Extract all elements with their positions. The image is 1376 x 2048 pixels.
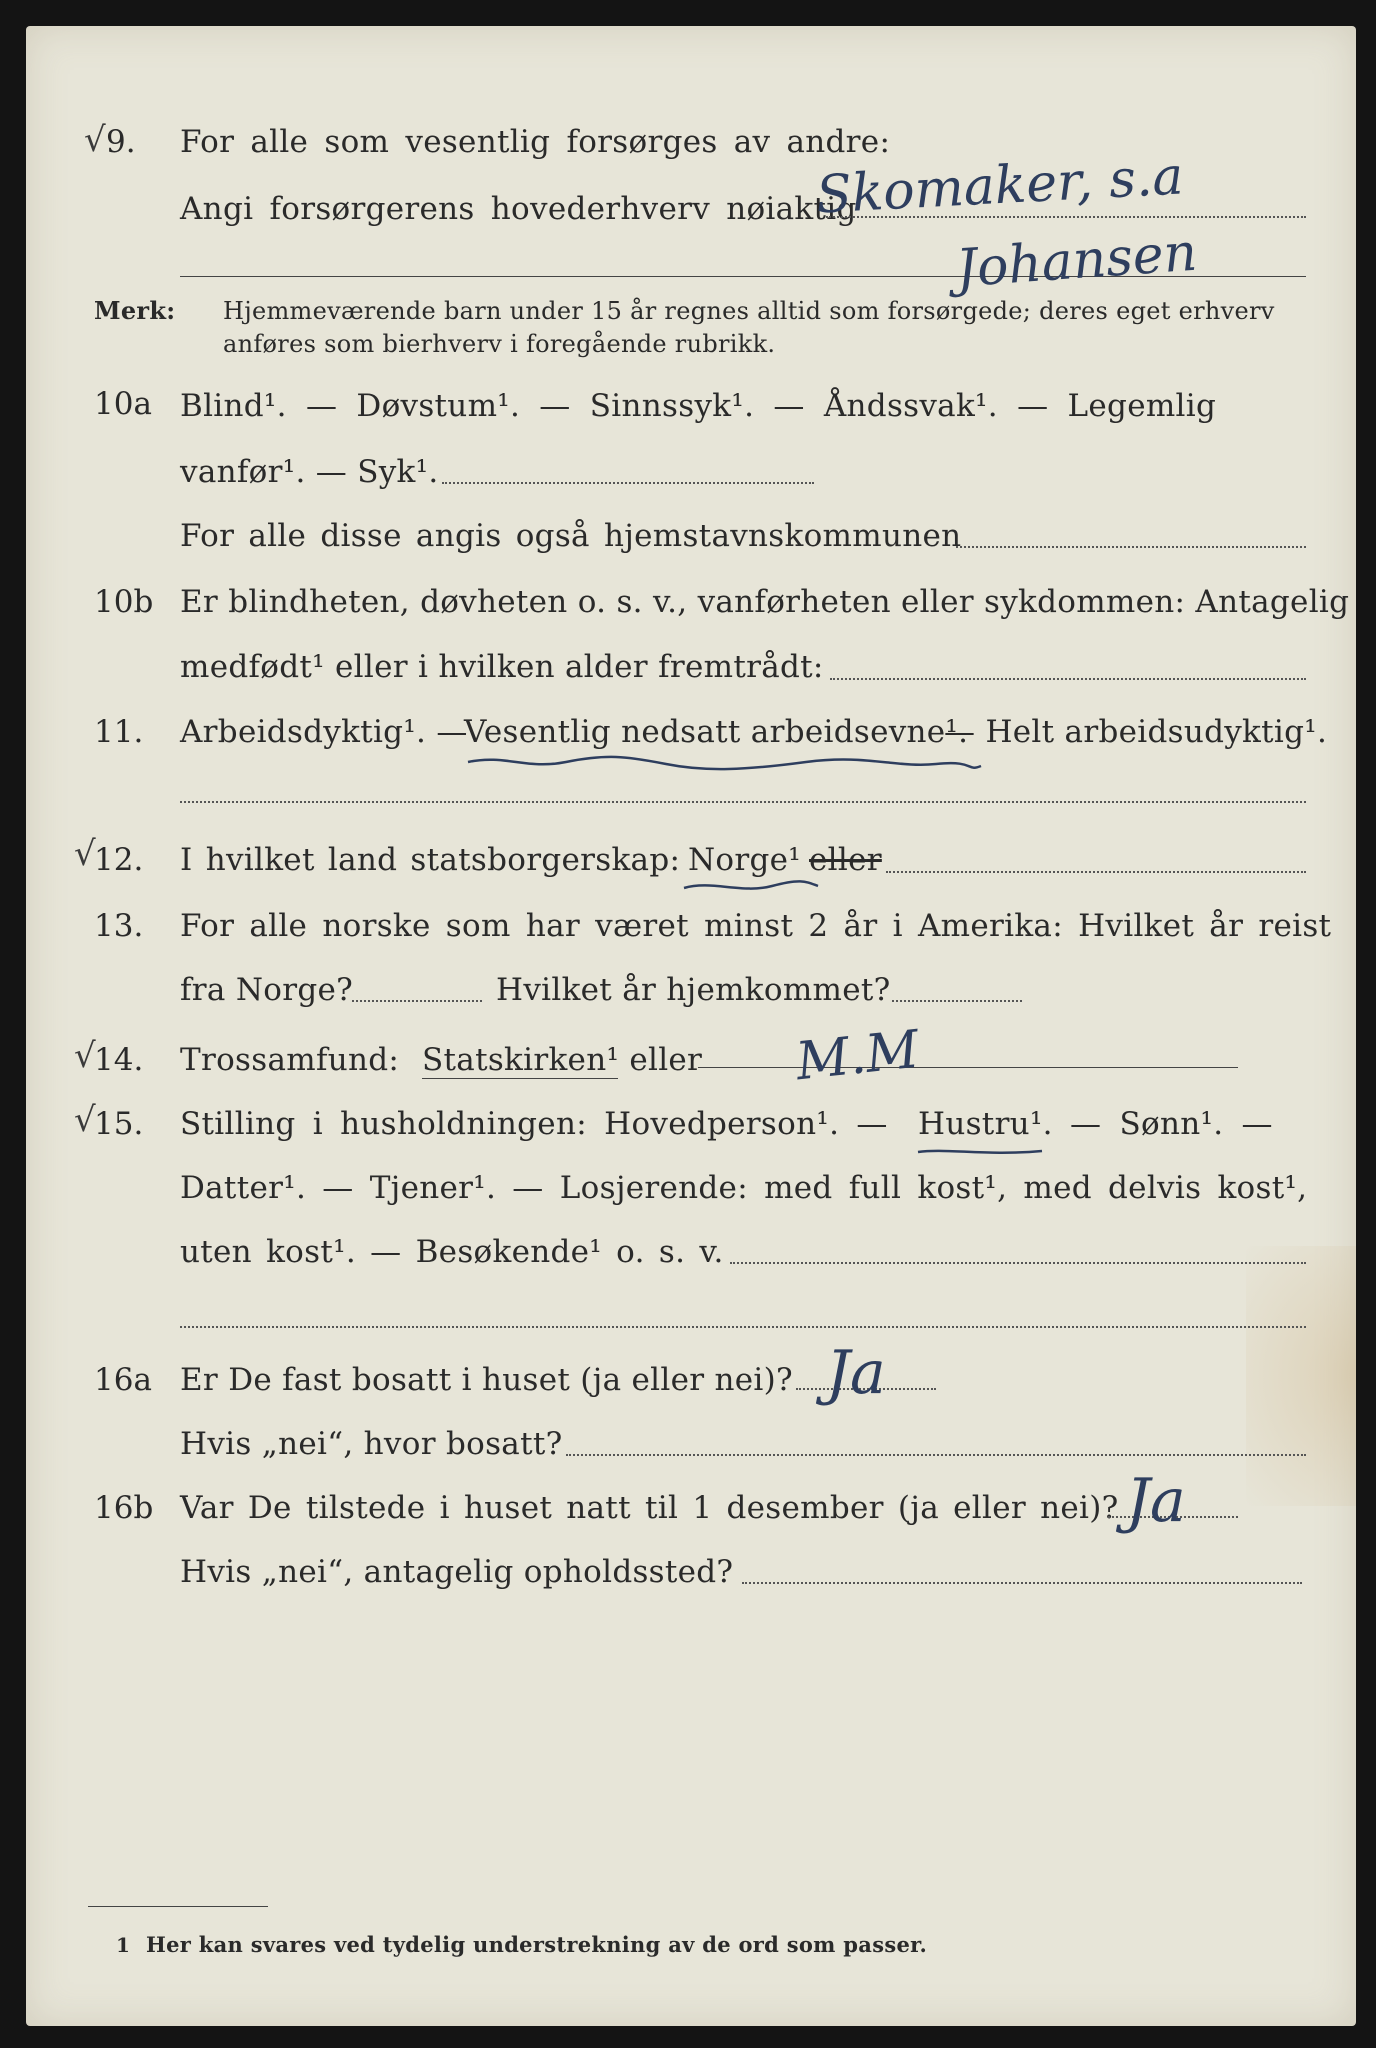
q16a-line2: Hvis „nei“, hvor bosatt? (180, 1426, 563, 1462)
q14-number: 14. (94, 1042, 144, 1078)
answer-line (180, 1326, 1306, 1328)
q10b-number: 10b (94, 584, 154, 620)
check-mark: √ (84, 120, 106, 160)
q16b-number: 16b (94, 1490, 154, 1526)
merk-label: Merk: (94, 296, 176, 325)
handwritten-underline (682, 876, 822, 900)
q13-number: 13. (94, 908, 144, 944)
handwritten-denomination: M.M (793, 1019, 922, 1093)
printed-underline (422, 1078, 618, 1079)
answer-line (892, 1000, 1022, 1002)
handwritten-answer-yes: Ja (826, 1338, 886, 1408)
q9-number: 9. (106, 124, 136, 160)
q11-number: 11. (94, 714, 144, 750)
q15-line1a: Stilling i husholdningen: Hovedperson¹. — (180, 1106, 888, 1142)
q10b-line1: Er blindheten, døvheten o. s. v., vanførheten eller sykdommen: Antagelig (180, 584, 1350, 620)
answer-line (956, 546, 1306, 548)
answer-line (830, 678, 1306, 680)
q11-option-reduced: Vesentlig nedsatt arbeidsevne¹. (464, 714, 969, 750)
q12-struck-word: eller (809, 842, 882, 878)
answer-line (742, 1582, 1302, 1584)
q10a-line1: Blind¹. — Døvstum¹. — Sinnssyk¹. — Åndssvak¹. — Legemlig (180, 388, 1217, 424)
q13-line2a: fra Norge? (180, 972, 354, 1008)
answer-line (730, 1262, 1306, 1264)
q10a-line3: For alle disse angis også hjemstavnskommunen (180, 518, 962, 554)
q11-option-able: Arbeidsdyktig¹. — (180, 714, 468, 750)
paper-stain (1246, 1246, 1356, 1506)
q12-number: 12. (94, 842, 144, 878)
handwritten-occupation: Skomaker, s.a (814, 146, 1185, 226)
handwritten-answer-yes: Ja (1126, 1466, 1186, 1536)
answer-line (180, 801, 1306, 803)
q10b-line2: medfødt¹ eller i hvilken alder fremtrådt: (180, 649, 824, 685)
q16a-line1: Er De fast bosatt i huset (ja eller nei)? (180, 1362, 793, 1398)
handwritten-underline (916, 1144, 1046, 1164)
answer-line (566, 1454, 1306, 1456)
q16a-number: 16a (94, 1362, 152, 1398)
answer-line (442, 482, 814, 484)
q15-line3: uten kost¹. — Besøkende¹ o. s. v. (180, 1234, 724, 1270)
q16b-line1: Var De tilstede i huset natt til 1 desember (ja eller nei)? (180, 1490, 1119, 1526)
q16b-line2: Hvis „nei“, antagelig opholdssted? (180, 1554, 734, 1590)
check-mark: √ (74, 834, 96, 874)
census-form-page (26, 26, 1356, 2026)
q12-option-norway: Norge¹ (688, 842, 802, 878)
merk-line1: Hjemmeværende barn under 15 år regnes alltid som forsørgede; deres eget erhverv (223, 297, 1275, 325)
q15-number: 15. (94, 1106, 144, 1142)
q15-line1c: — Sønn¹. — (1070, 1106, 1273, 1142)
check-mark: √ (74, 1100, 96, 1140)
q12-text: I hvilket land statsborgerskap: (180, 842, 681, 878)
q15-option-wife: Hustru¹. (918, 1106, 1053, 1142)
q13-line2b: Hvilket år hjemkommet? (496, 972, 891, 1008)
footnote-rule (88, 1906, 268, 1907)
q14-text: Trossamfund: (180, 1042, 400, 1078)
q14-option-state-church: Statskirken¹ eller (422, 1042, 703, 1078)
handwritten-surname: Johansen (954, 222, 1199, 300)
footnote-text: Her kan svares ved tydelig understrekning av de ord som passer. (146, 1932, 928, 1957)
q9-line2: Angi forsørgerens hovederhverv nøiaktig (180, 191, 857, 227)
handwritten-underline (466, 752, 986, 782)
q9-line1: For alle som vesentlig forsørges av andre: (180, 124, 891, 160)
answer-line (352, 1000, 482, 1002)
q15-line2: Datter¹. — Tjener¹. — Losjerende: med full kost¹, med delvis kost¹, (180, 1170, 1308, 1206)
answer-line (698, 1067, 1238, 1068)
footnote-mark: 1 (116, 1933, 131, 1957)
answer-line (886, 871, 1306, 873)
check-mark: √ (74, 1036, 96, 1076)
q10a-number: 10a (94, 386, 152, 422)
merk-line2: anføres som bierhverv i foregående rubrikk. (223, 330, 776, 358)
q13-line1: For alle norske som har været minst 2 år i Amerika: Hvilket år reist (180, 908, 1332, 944)
q10a-line2: vanfør¹. — Syk¹. (180, 454, 439, 490)
q11-option-unable: — Helt arbeidsudyktig¹. (944, 714, 1328, 750)
